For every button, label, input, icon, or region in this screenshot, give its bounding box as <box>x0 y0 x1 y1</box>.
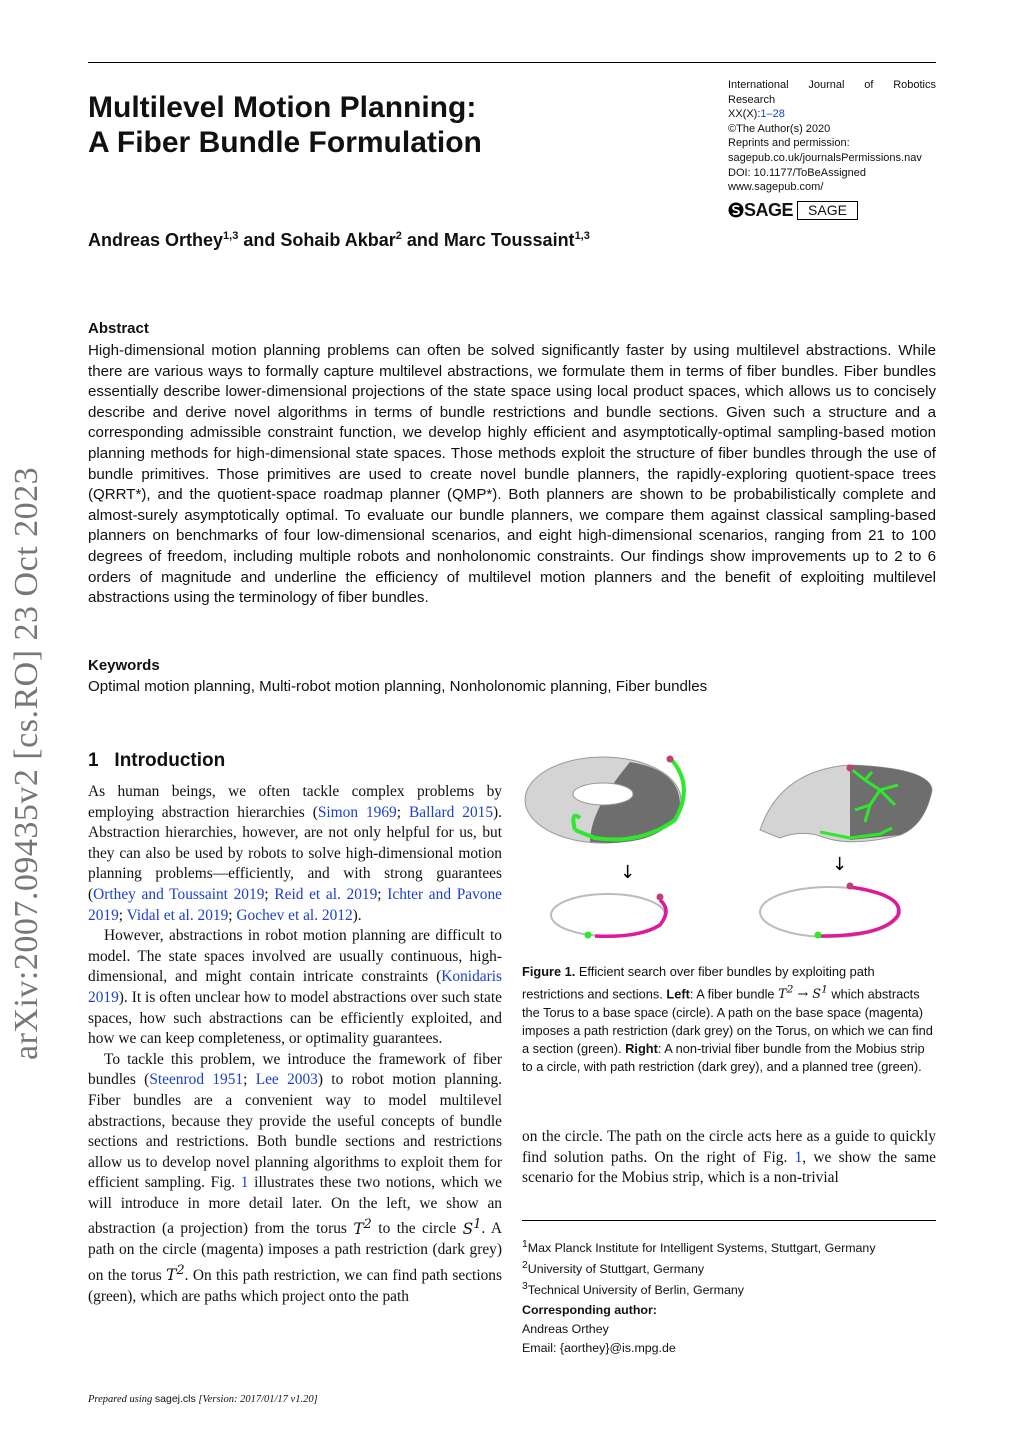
mobius-goal-point <box>847 765 854 772</box>
math-S: S <box>462 1219 474 1238</box>
caption-math-arrow: → <box>793 987 813 1003</box>
affiliations <box>522 1236 936 1299</box>
p3-text-c: illustrates these two notions, which we will introduce in more detail later. On the left, we show an abstraction (a projection) from the torus <box>88 1174 502 1238</box>
keywords-heading: Keywords <box>88 657 160 674</box>
cite-orthey[interactable]: Orthey and Toussaint 2019 <box>93 885 265 903</box>
keywords-text: Optimal motion planning, Multi-robot motion planning, Nonholonomic planning, Fiber bundles <box>88 678 708 695</box>
math-T: T <box>166 1265 177 1284</box>
reprints: Reprints and permission: <box>728 137 850 150</box>
sage-web: www.sagepub.com/ <box>728 181 824 194</box>
base-goal-right <box>847 883 854 890</box>
math-S-exp: 1 <box>473 1216 482 1232</box>
figure-label: Figure 1. <box>522 964 576 979</box>
journal-word-4: Robotics <box>893 79 936 91</box>
sage-box: SAGE <box>797 201 858 220</box>
arxiv-stamp: arXiv:2007.09435v2 [cs.RO] 23 Oct 2023 <box>8 466 45 1060</box>
cite-ichter[interactable]: Ichter and Pavone 2019 <box>88 885 503 924</box>
reprints-url: sagepub.co.uk/journalsPermissions.nav <box>728 151 922 164</box>
author-sep-2: and <box>401 230 444 250</box>
journal-word-1: International <box>728 79 789 91</box>
figure-1-caption <box>522 963 936 1076</box>
copyright: ©The Author(s) 2020 <box>728 122 831 135</box>
p1-sep-3: ; <box>377 885 388 903</box>
sage-logo <box>728 200 858 221</box>
math-T: T <box>353 1219 364 1238</box>
caption-left-label: Left <box>666 986 690 1002</box>
cite-ballard[interactable]: Ballard 2015 <box>409 803 494 821</box>
caption-math-T-exp: 2 <box>786 983 794 996</box>
torus-left <box>525 756 684 844</box>
p1-text-b: ). Abstraction hierarchies, however, are not only helpful for us, but they can also be used by robots to solve high-dimensional motion planning problems—efficiently, and with strong guarantees ( <box>88 803 503 903</box>
cite-lee[interactable]: Lee 2003 <box>255 1071 318 1089</box>
author-3: Marc Toussaint <box>443 230 575 250</box>
caption-math-T: T <box>778 987 787 1003</box>
p1-sep-4: ; <box>118 906 127 924</box>
affil-text: Max Planck Institute for Intelligent Systems, Stuttgart, Germany <box>527 1241 876 1256</box>
p3-sep-1: ; <box>243 1071 256 1089</box>
sage-logo-text: SAGE <box>744 200 794 220</box>
math-T-exp: 2 <box>363 1216 372 1232</box>
p1-sep-2: ; <box>264 885 275 903</box>
cite-vidal[interactable]: Vidal et al. 2019 <box>126 906 229 924</box>
authors <box>88 230 590 251</box>
author-sep-1: and <box>238 230 281 250</box>
p1-sep-5: ; <box>228 906 237 924</box>
base-circle-right <box>760 883 900 939</box>
base-start-left <box>585 932 592 939</box>
abstract-text: High-dimensional motion planning problems can often be solved significantly faster by using multilevel abstractions. While there are various ways to formally capture multilevel abstractions, we formulate them in terms of fiber bundles. Fiber bundles essentially describe lower-dimensional projections of the state space using local product spaces, which allows us to concisely describe and derive novel algorithms in terms of bundle restrictions and bundle sections. Given such a structure and a corresponding admissible constraint function, we develop highly efficient and asymptotically-optimal sampling-based motion planning methods for high-dimensional state spaces. Those methods exploit the structure of fiber bundles through the use of bundle primitives. Those primitives are used to create novel bundle planners, the rapidly-exploring quotient-space trees (QRRT*), and the quotient-space roadmap planner (QMP*). Both planners are shown to be probabilistically complete and almost-surely asymptotically optimal. To evaluate our bundle planners, we compare them against classical sampling-based planners on benchmarks of four low-dimensional scenarios, and eight high-dimensional scenarios, ranging from 21 to 100 degrees of freedom, including multiple robots and nonholonomic constraints. Our findings show improvements up to 2 to 6 orders of magnitude and underline the efficiency of multilevel motion planners and the benefit of exploiting multilevel abstractions using the terminology of fiber bundles. <box>88 342 936 607</box>
corresponding-email: Email: {aorthey}@is.mpg.de <box>522 1341 676 1355</box>
figure-1-illustration <box>520 750 940 950</box>
math-T-exp: 2 <box>176 1262 185 1278</box>
caption-text-b: : A fiber bundle <box>689 986 779 1002</box>
corresponding-name: Andreas Orthey <box>522 1322 609 1336</box>
projection-arrow-left: ↓ <box>620 862 636 883</box>
caption-text-a: Efficient search over fiber bundles by exploiting path restrictions and sections. <box>522 964 875 1002</box>
intro-left-column <box>88 782 502 1307</box>
section-title: Introduction <box>114 750 226 771</box>
p2-text-b: ). It is often unclear how to model abstractions over such state spaces, how such abstractions can be efficiently exploited, and how we can keep completeness, or optimality guarantees. <box>88 988 502 1048</box>
section-heading <box>88 750 225 772</box>
corresponding-author <box>522 1320 676 1358</box>
base-path-left <box>595 900 666 936</box>
affil-sup: 1 <box>522 1239 528 1250</box>
footnote-rule <box>522 1220 936 1221</box>
affil-text: Technical University of Berlin, Germany <box>527 1283 744 1298</box>
caption-text-d: : A non-trivial fiber bundle from the Mobius strip to a circle, with path restriction (dark grey), and a planned tree (green). <box>522 1041 925 1075</box>
caption-math-S-exp: 1 <box>821 983 828 996</box>
p3-text-d: to the circle <box>371 1220 463 1238</box>
cite-steenrod[interactable]: Steenrod 1951 <box>149 1071 244 1089</box>
pages-link[interactable]: 1–28 <box>760 108 785 121</box>
footer-version: [Version: 2017/01/17 v1.20] <box>195 1394 318 1405</box>
affil-sup: 3 <box>522 1281 528 1293</box>
cite-konidaris[interactable]: Konidaris 2019 <box>88 968 502 1006</box>
affiliation-2 <box>522 1257 936 1278</box>
torus-goal-point <box>667 756 674 763</box>
p1-text-a: As human beings, we often tackle complex problems by employing abstraction hierarchies ( <box>88 783 502 821</box>
p1-sep-1: ; <box>396 803 409 821</box>
affil-sup: 2 <box>522 1260 528 1272</box>
p2-text-a: However, abstractions in robot motion planning are difficult to model. The state spaces involved are usually continuous, high-dimensional, and might contain intricate constraints ( <box>88 927 502 986</box>
base-circle-left <box>551 894 666 939</box>
base-goal-left <box>657 894 664 901</box>
cite-reid[interactable]: Reid et al. 2019 <box>274 885 378 903</box>
caption-math <box>778 983 828 1003</box>
base-start-right <box>815 932 822 939</box>
p3-text-a: To tackle this problem, we introduce the framework of fiber bundles ( <box>88 1050 502 1089</box>
cite-gochev[interactable]: Gochev et al. 2012 <box>236 906 353 924</box>
p1-end: ). <box>352 906 362 924</box>
journal-word-2: Journal <box>808 79 845 91</box>
right-text-b: , we show the same scenario for the Mobius strip, which is a non-trivial <box>522 1148 936 1187</box>
projection-arrow-right: ↓ <box>832 854 848 875</box>
page-footer <box>88 1393 318 1405</box>
footer-cls: sagej.cls <box>154 1393 196 1405</box>
base-path-right <box>820 887 899 936</box>
author-2: Sohaib Akbar <box>280 230 396 250</box>
right-text-a: on the circle. The path on the circle acts here as a guide to quickly find solution paths. On the right of Fig. <box>522 1128 936 1166</box>
math-circle <box>462 1216 482 1238</box>
p3-text-f: . On this path restriction, we can find path sections (green), which are paths which project onto the path <box>88 1266 502 1305</box>
paper-title <box>88 90 482 160</box>
corresponding-heading: Corresponding author: <box>522 1303 657 1317</box>
affil-text: University of Stuttgart, Germany <box>527 1262 705 1277</box>
affiliation-3 <box>522 1278 936 1299</box>
caption-text-c: which abstracts the Torus to a base space (circle). A path on the base space (magenta) imposes a path restriction (dark grey) on the Torus, on which we can find a section (green). <box>522 986 933 1057</box>
journal-word-3: of <box>864 79 874 91</box>
issue-prefix: XX(X): <box>728 108 761 121</box>
footer-prefix: Prepared using <box>88 1394 155 1405</box>
caption-right-label: Right <box>625 1041 658 1057</box>
author-2-affil: 2 <box>395 230 402 242</box>
p3-text-e: . A path on the circle (magenta) imposes a path restriction (dark grey) on the torus <box>88 1220 502 1284</box>
intro-right-column <box>522 1127 936 1189</box>
sage-s-icon <box>728 202 744 218</box>
abstract-heading: Abstract <box>88 320 149 337</box>
fig-ref-1[interactable]: 1 <box>240 1174 249 1192</box>
math-torus-1 <box>353 1216 372 1238</box>
mobius-right <box>760 765 932 842</box>
intro-paragraph-3 <box>88 1050 502 1307</box>
author-3-affil: 1,3 <box>574 230 590 242</box>
math-torus-2 <box>166 1262 185 1284</box>
sage-logo-mark <box>728 200 793 221</box>
intro-paragraph-1 <box>88 782 502 926</box>
fig-ref-2[interactable]: 1 <box>794 1148 803 1166</box>
doi: DOI: 10.1177/ToBeAssigned <box>728 166 866 179</box>
title-line-1: Multilevel Motion Planning: <box>88 91 477 124</box>
author-1-affil: 1,3 <box>223 230 239 242</box>
journal-info <box>728 78 936 195</box>
top-rule <box>88 62 936 63</box>
author-1: Andreas Orthey <box>88 230 224 250</box>
intro-paragraph-2 <box>88 926 502 1050</box>
journal-name-line <box>728 78 936 93</box>
caption-math-S: S <box>812 987 822 1003</box>
section-number: 1 <box>88 750 99 771</box>
cite-simon[interactable]: Simon 1969 <box>317 803 397 821</box>
p3-text-b: ) to robot motion planning. Fiber bundles are a convenient way to model multilevel abstractions, because they provide the useful concepts of bundle sections and restrictions. Both bundle sections and restrictions allow us to develop novel planning algorithms to exploit them for efficient sampling. Fig. <box>88 1071 502 1192</box>
journal-name-line-2: Research <box>728 93 776 106</box>
journal-issue <box>728 107 936 122</box>
title-line-2: A Fiber Bundle Formulation <box>88 126 482 159</box>
affiliation-1 <box>522 1236 936 1257</box>
